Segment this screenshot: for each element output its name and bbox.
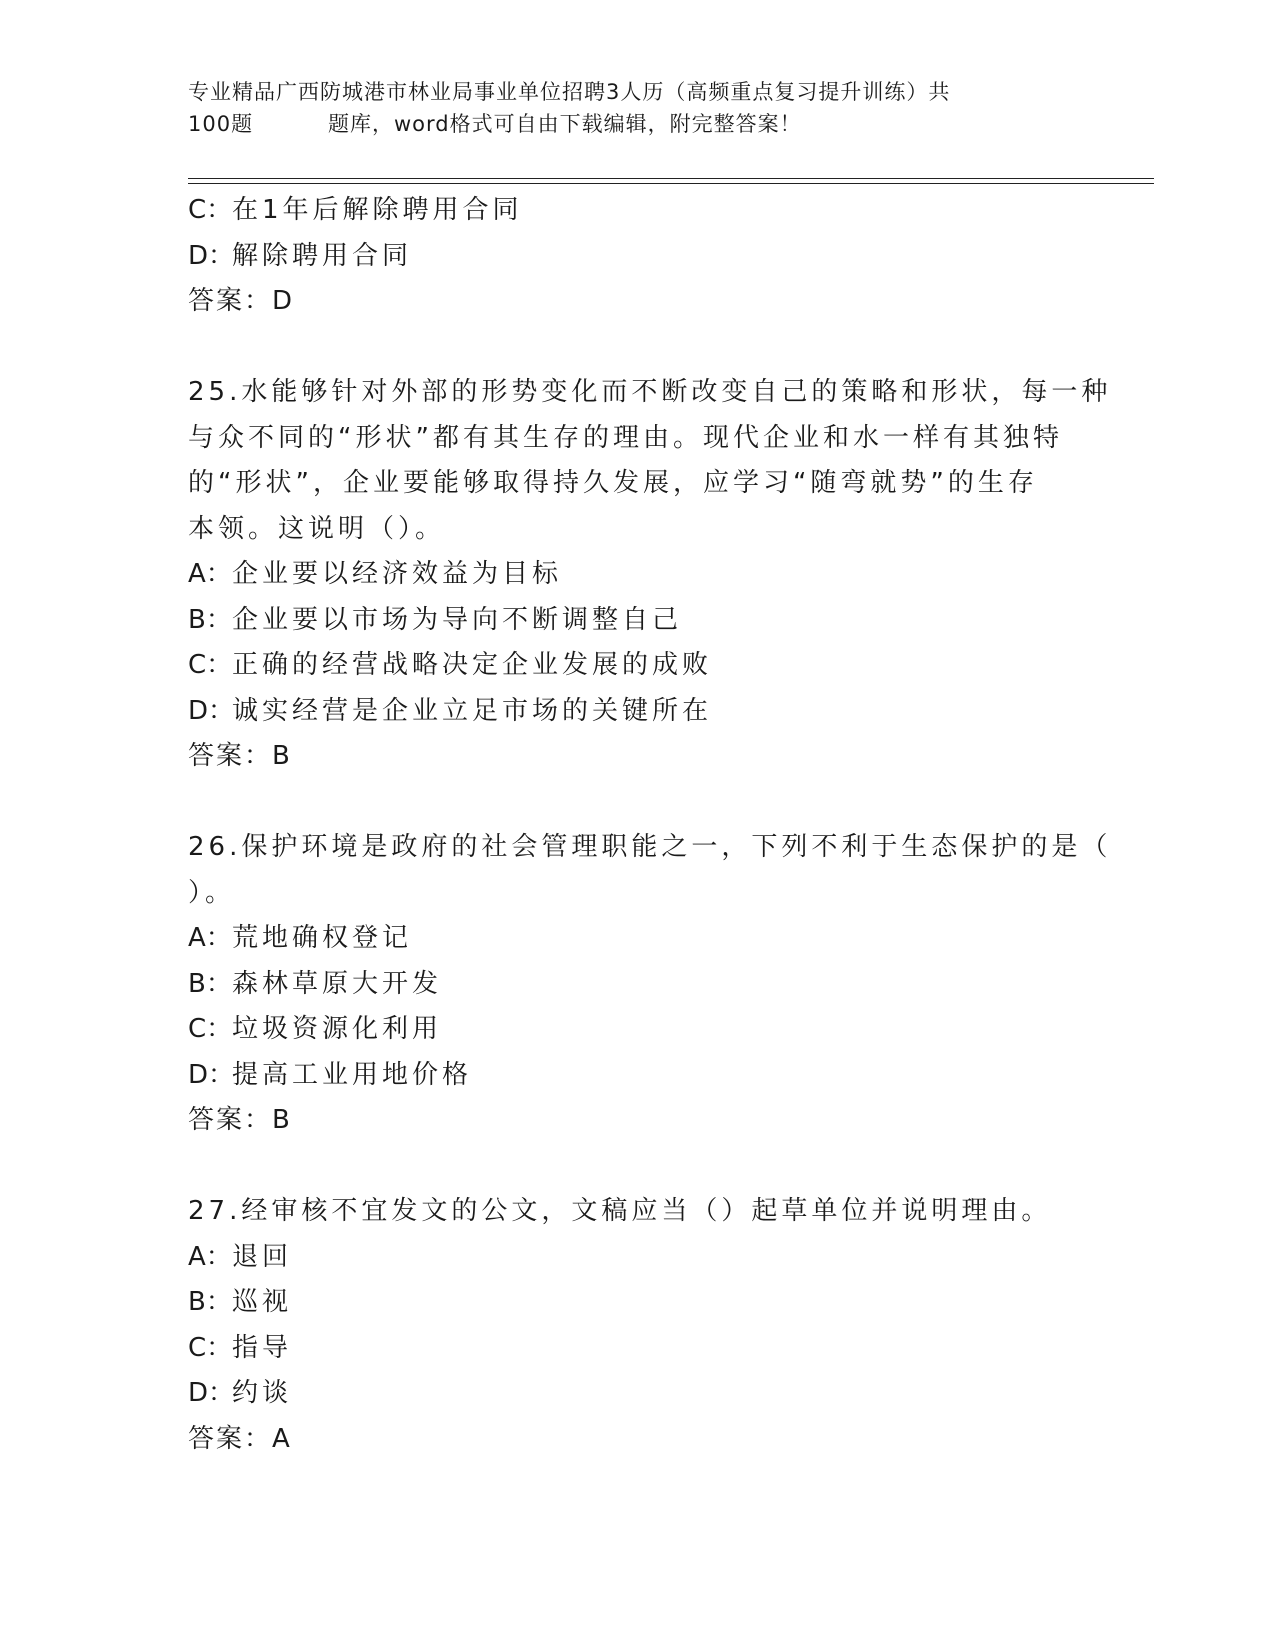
option-key: C： bbox=[188, 195, 233, 225]
option-text: 在1年后解除聘用合同 bbox=[232, 195, 523, 225]
answer-line: 答案：A bbox=[188, 1423, 292, 1454]
prev-question bbox=[188, 188, 1088, 325]
option-line bbox=[188, 1007, 1088, 1053]
option-line bbox=[188, 1326, 1088, 1372]
header-question-count: 100题 bbox=[188, 112, 254, 136]
question-25 bbox=[188, 370, 1112, 780]
option-line bbox=[188, 916, 1088, 962]
question-27 bbox=[188, 1189, 1088, 1462]
option-key: B： bbox=[188, 968, 232, 999]
option-text: 解除聘用合同 bbox=[232, 240, 413, 271]
answer-line: 答案：B bbox=[188, 1105, 292, 1135]
option-line bbox=[188, 552, 1088, 598]
question-text-line: 25.水能够针对外部的形势变化而不断改变自己的策略和形状，每一种 bbox=[188, 377, 1112, 407]
option-text: 荒地确权登记 bbox=[232, 923, 413, 953]
question-text-line: 与众不同的“形状”都有其生存的理由。现代企业和水一样有其独特 bbox=[188, 422, 1063, 453]
header-line-2 bbox=[188, 108, 1068, 140]
header-divider-bottom bbox=[188, 183, 1154, 184]
option-line bbox=[188, 188, 1088, 234]
option-line bbox=[188, 1280, 1088, 1326]
option-text: 指导 bbox=[232, 1332, 293, 1363]
option-key: B： bbox=[188, 604, 232, 635]
spacer bbox=[188, 780, 1088, 826]
option-key: D： bbox=[188, 1378, 235, 1408]
option-key: D： bbox=[188, 1059, 235, 1090]
option-text: 企业要以市场为导向不断调整自己 bbox=[232, 604, 683, 635]
option-line bbox=[188, 962, 1088, 1008]
question-text-line: 本领。这说明（）。 bbox=[188, 513, 446, 544]
option-text: 约谈 bbox=[232, 1378, 293, 1408]
option-key: D： bbox=[188, 695, 235, 726]
option-key: A： bbox=[188, 1241, 232, 1272]
option-key: A： bbox=[188, 923, 232, 953]
header-description: 题库，word格式可自由下载编辑，附完整答案！ bbox=[328, 112, 802, 136]
option-key: C： bbox=[188, 1014, 233, 1044]
spacer bbox=[188, 325, 1088, 371]
question-text-line: 27.经审核不宜发文的公文，文稿应当（）起草单位并说明理由。 bbox=[188, 1196, 1052, 1226]
option-key: B： bbox=[188, 1287, 232, 1317]
option-key: D： bbox=[188, 240, 235, 271]
question-text-line: 26.保护环境是政府的社会管理职能之一，下列不利于生态保护的是（ bbox=[188, 832, 1112, 862]
header-line-1: 专业精品广西防城港市林业局事业单位招聘3人历（高频重点复习提升训练）共 bbox=[188, 80, 951, 104]
option-text: 巡视 bbox=[232, 1287, 293, 1317]
option-line bbox=[188, 234, 1088, 280]
page-header bbox=[188, 76, 1068, 140]
option-key: C： bbox=[188, 1332, 233, 1363]
option-line bbox=[188, 598, 1088, 644]
option-text: 森林草原大开发 bbox=[232, 968, 443, 999]
option-line bbox=[188, 1371, 1088, 1417]
option-line bbox=[188, 643, 1088, 689]
option-text: 正确的经营战略决定企业发展的成败 bbox=[232, 650, 713, 680]
spacer bbox=[188, 1144, 1088, 1190]
option-key: A： bbox=[188, 559, 232, 589]
option-key: C： bbox=[188, 650, 233, 680]
option-text: 垃圾资源化利用 bbox=[232, 1014, 443, 1044]
question-text-line: 的“形状”，企业要能够取得持久发展，应学习“随弯就势”的生存 bbox=[188, 468, 1038, 498]
option-line bbox=[188, 689, 1088, 735]
question-26 bbox=[188, 825, 1112, 1144]
option-text: 诚实经营是企业立足市场的关键所在 bbox=[232, 695, 713, 726]
option-text: 提高工业用地价格 bbox=[232, 1059, 473, 1090]
question-list bbox=[188, 188, 1112, 1462]
question-text-line: ）。 bbox=[188, 877, 236, 908]
option-text: 企业要以经济效益为目标 bbox=[232, 559, 563, 589]
answer-line: 答案：B bbox=[188, 741, 292, 771]
answer-line: 答案：D bbox=[188, 286, 295, 316]
header-divider-top bbox=[188, 178, 1154, 179]
option-text: 退回 bbox=[232, 1241, 293, 1272]
option-line bbox=[188, 1235, 1088, 1281]
option-line bbox=[188, 1053, 1088, 1099]
